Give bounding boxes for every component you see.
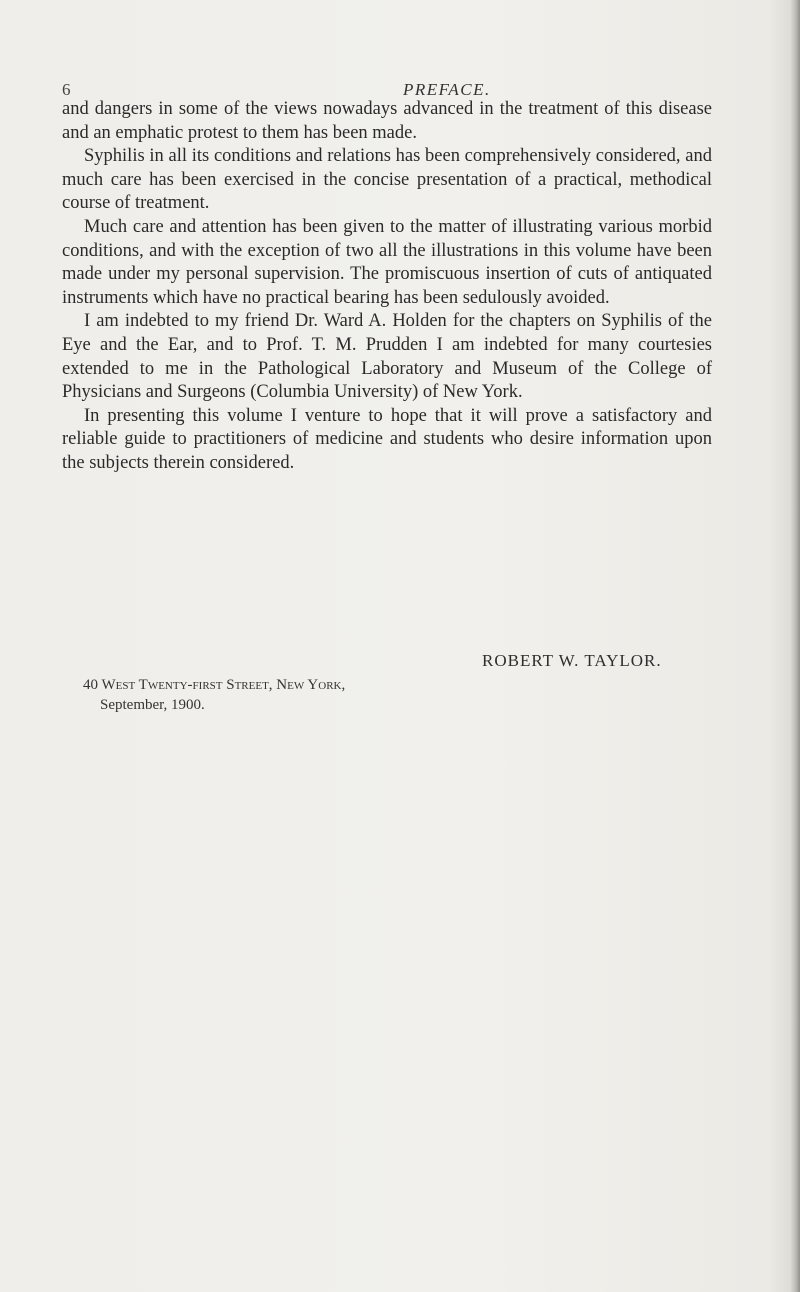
- running-head: PREFACE.: [403, 80, 491, 99]
- author-signature: ROBERT W. TAYLOR.: [482, 651, 662, 670]
- preface-body: [62, 98, 712, 476]
- paragraph: In presenting this volume I venture to hope that it will prove a satisfactory and reliable guide to practitioners of medicine and students who desire information upon the subjects therein considered.: [62, 405, 712, 473]
- paragraph: Much care and attention has been given to the matter of illustrating various morbid conditions, and with the exception of two all the illustrations in this volume have been made under my personal supervision. The promiscuous insertion of cuts of antiquated instruments which have no practical bearing has been sedulously avoided.: [62, 216, 712, 308]
- paragraph: I am indebted to my friend Dr. Ward A. Holden for the chapters on Syphilis of the Eye and the Ear, and to Prof. T. M. Prudden I am indebted for many courtesies extended to me in the Pathological Laboratory and Museum of the College of Physicians and Surgeons (Columbia University) of New York.: [62, 311, 712, 403]
- address-block: [83, 675, 345, 715]
- address-date: September, 1900.: [100, 697, 205, 713]
- paragraph: and dangers in some of the views nowadays advanced in the treatment of this disease and an emphatic protest to them has been made.: [62, 99, 712, 143]
- paragraph: Syphilis in all its conditions and relations has been comprehensively considered, and much care has been exercised in the concise presentation of a practical, methodical course of treatment.: [62, 146, 712, 214]
- address-street: 40 West Twenty-first Street, New York,: [83, 677, 346, 693]
- page-edge-shadow: [790, 0, 800, 1292]
- page-number: 6: [62, 80, 71, 99]
